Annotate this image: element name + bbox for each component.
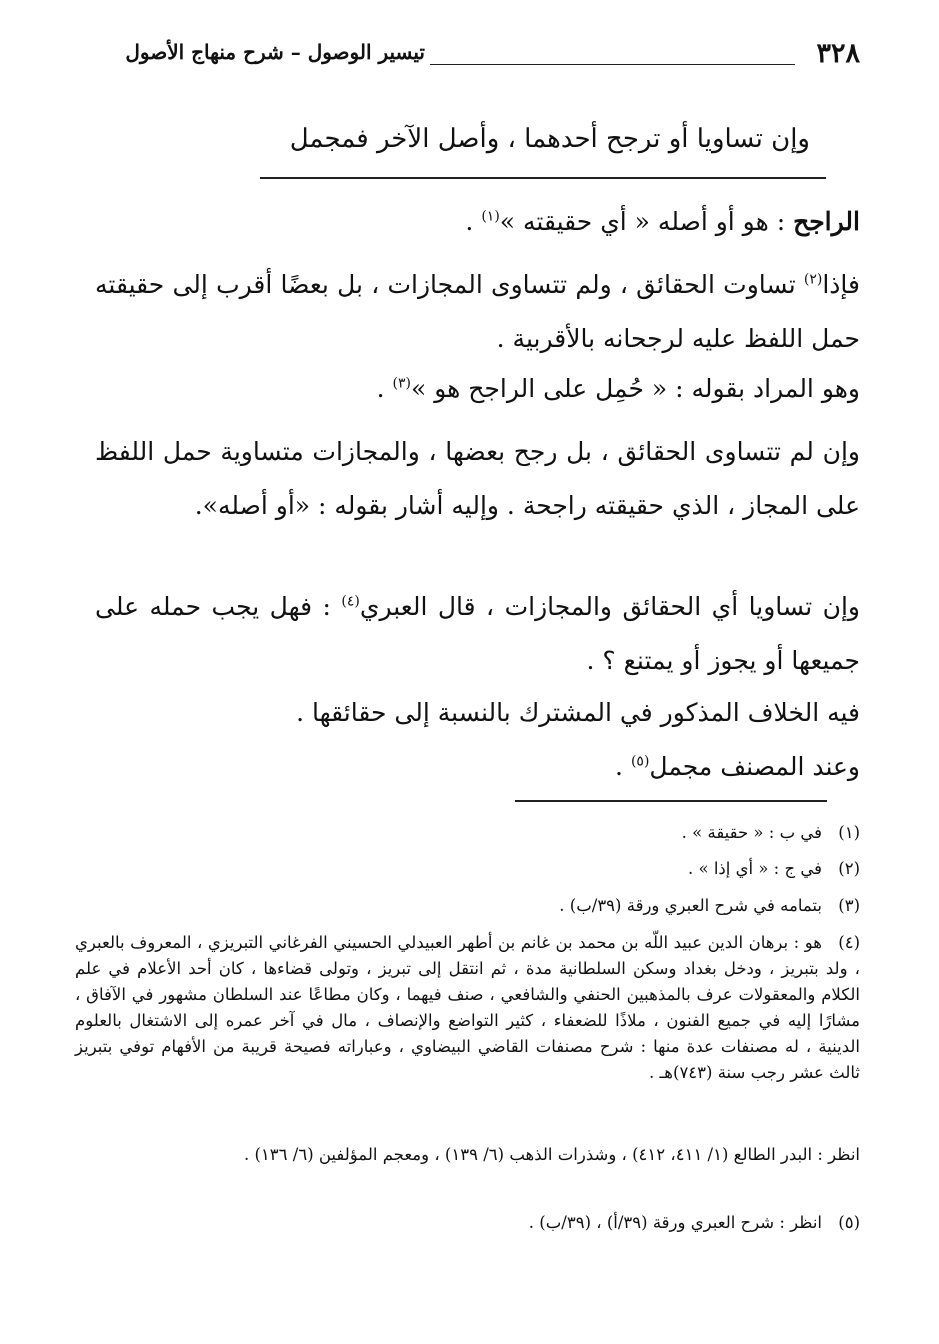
footnote-text: انظر : شرح العبري ورقة (٣٩/أ) ، (٣٩/ب) . bbox=[528, 1213, 822, 1232]
paragraph-text: : هو أو أصله « أي حقيقته » bbox=[499, 207, 794, 236]
page-number: ٣٢٨ bbox=[816, 38, 860, 69]
footnote-4-references: انظر : البدر الطالع (١/ ٤١١، ٤١٢) ، وشذرات الذهب (٦/ ١٣٩) ، ومعجم المؤلفين (٦/ ١٣٦) . bbox=[243, 1145, 860, 1164]
paragraph-unequal-truths: وإن لم تتساوى الحقائق ، بل رجح بعضها ، والمجازات متساوية حمل اللفظ على المجاز ، الذي حقيقته راجحة . وإليه أشار بقوله : «أو أصله». bbox=[95, 437, 860, 520]
paragraph-dispute: فيه الخلاف المذكور في المشترك بالنسبة إلى حقائقها . bbox=[296, 698, 860, 727]
footnote-number: (١) bbox=[838, 823, 860, 842]
footnote-text: في ب : « حقيقة » . bbox=[681, 823, 822, 842]
footnote-text: بتمامه في شرح العبري ورقة (٣٩/ب) . bbox=[559, 896, 822, 915]
paragraph-text: تساوت الحقائق ، ولم تتساوى المجازات ، بل بعضًا أقرب إلى حقيقته حمل اللفظ عليه لرجحانه بالأقربية . bbox=[95, 270, 860, 353]
footnote-ref[interactable]: (٥) bbox=[630, 753, 650, 770]
footnote-4 bbox=[75, 930, 860, 1086]
footnote-5 bbox=[75, 1210, 860, 1236]
term-label: الراجح bbox=[793, 207, 860, 236]
header-rule bbox=[430, 64, 795, 65]
footnote-2 bbox=[75, 856, 860, 882]
paragraph-end: . bbox=[465, 207, 482, 236]
footnote-1 bbox=[75, 820, 860, 846]
footnote-text: في ج : « أي إذا » . bbox=[687, 859, 822, 878]
paragraph-author-view bbox=[95, 740, 860, 794]
verse-rule bbox=[260, 177, 826, 179]
paragraph-text: وهو المراد بقوله : « حُمِل على الراجح هو » bbox=[411, 374, 860, 403]
paragraph-text: : فهل يجب حمله على جميعها أو يجوز أو يمتنع ؟ . bbox=[95, 592, 860, 675]
paragraph-text: وعند المصنف مجمل bbox=[649, 752, 860, 781]
paragraph-meaning bbox=[95, 362, 860, 416]
footnote-ref[interactable]: (٢) bbox=[803, 271, 823, 288]
paragraph-end: . bbox=[376, 374, 393, 403]
footnote-separator bbox=[515, 800, 827, 802]
footnote-number: (٢) bbox=[838, 859, 860, 878]
paragraph-text: وإن تساويا أي الحقائق والمجازات ، قال العبري bbox=[359, 592, 861, 621]
footnote-number: (٤) bbox=[838, 933, 860, 952]
footnote-ref[interactable]: (٤) bbox=[341, 593, 360, 610]
paragraph-end: . bbox=[615, 752, 631, 781]
verse-line: وإن تساويا أو ترجح أحدهما ، وأصل الآخر فمجمل bbox=[289, 124, 810, 154]
footnote-3 bbox=[75, 893, 860, 919]
paragraph-rajih bbox=[95, 195, 860, 249]
paragraph-equality bbox=[95, 580, 860, 688]
paragraph-start: فإذا bbox=[822, 270, 860, 299]
footnote-ref[interactable]: (١) bbox=[481, 208, 500, 225]
footnote-number: (٣) bbox=[838, 896, 860, 915]
paragraph-equal-truths bbox=[95, 258, 860, 366]
footnote-ref[interactable]: (٣) bbox=[392, 375, 411, 392]
running-title: تيسير الوصول – شرح منهاج الأصول bbox=[125, 40, 425, 64]
footnote-text: هو : برهان الدين عبيد اللّه بن محمد بن غانم بن أطهر العبيدلي الحسيني الفرغاني التبريزي ، المعروف بالعبري ، ولد بتبريز ، ودخل بغداد وسكن السلطانية مدة ، ثم انتقل إلى تبريز ، وتولى قضاءها ، كان أحد الأعلام في علم الكلام والمعقولات عرف بالمذهبين الحنفي والشافعي ، صنف فيهما ، وكان مطاعًا عند السلطان مشهور في الآفاق ، مشارًا إليه في جميع الفنون ، ملاذًا للضعفاء ، كثير التواضع والإنصاف ، مال في آخر عمره إلى الاشتغال بالعلوم الدينية ، له مصنفات عدة منها : شرح مصنفات القاضي البيضاوي ، وعباراته فصيحة قريبة من الأفهام توفي بتبريز ثالث عشر رجب سنة (٧٤٣)هـ . bbox=[75, 933, 860, 1082]
footnote-number: (٥) bbox=[838, 1213, 860, 1232]
